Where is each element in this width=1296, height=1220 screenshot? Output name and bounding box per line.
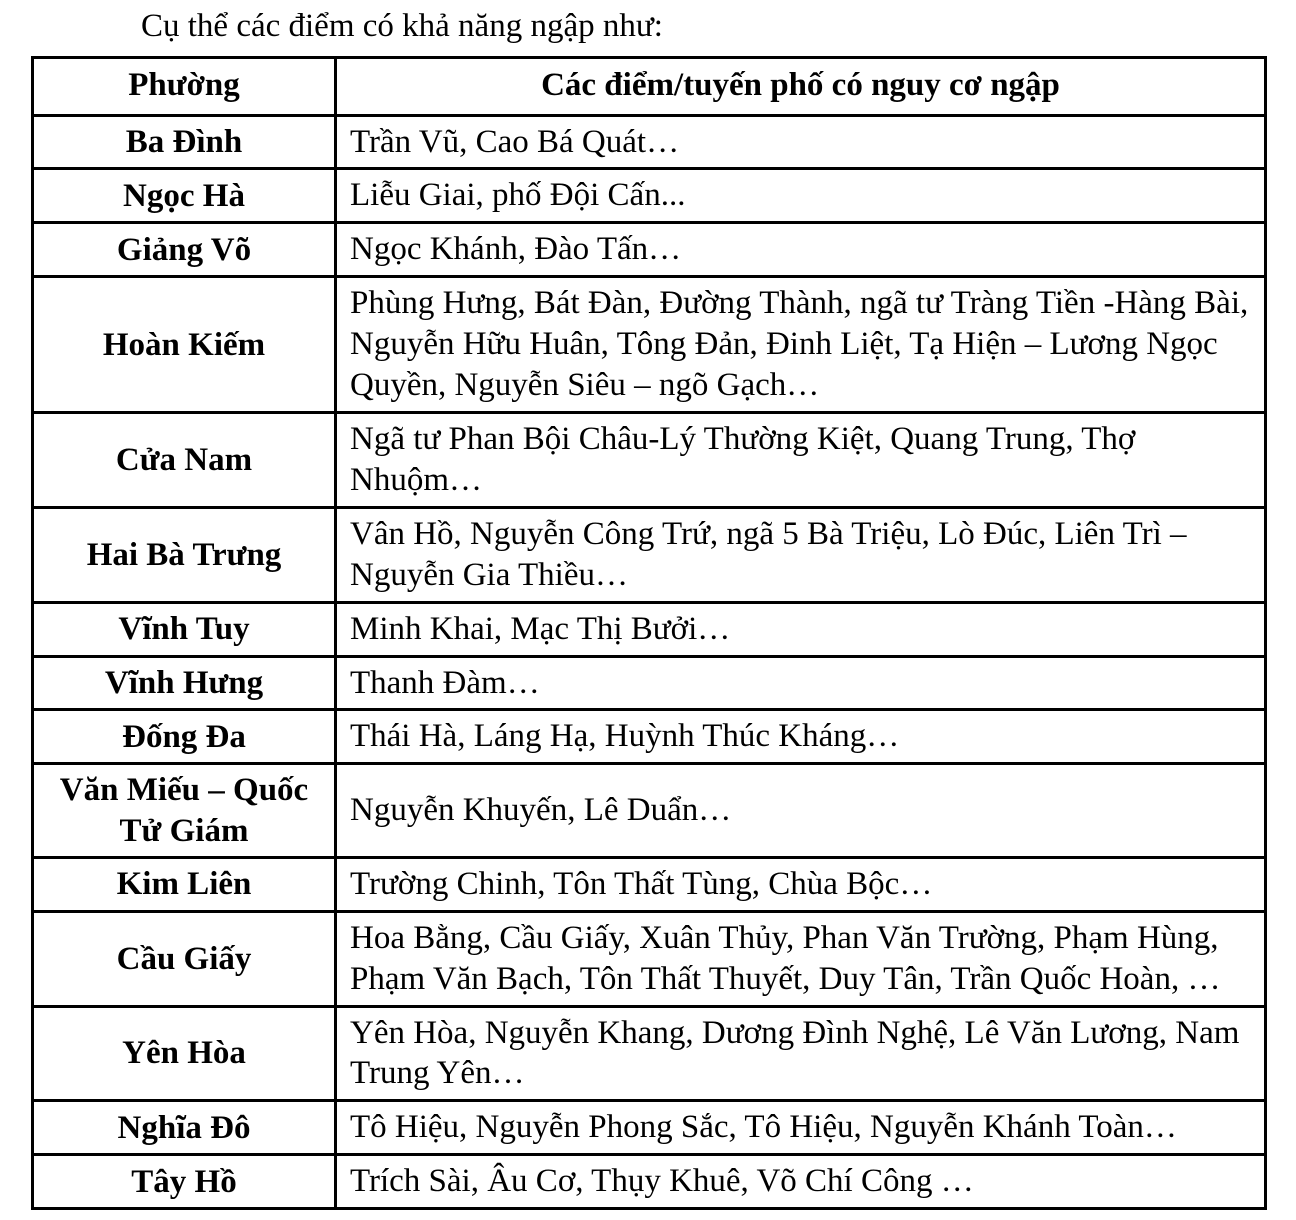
streets-cell: Thanh Đàm…: [336, 656, 1266, 710]
streets-cell: Ngọc Khánh, Đào Tấn…: [336, 223, 1266, 277]
table-row: [33, 507, 1266, 602]
ward-cell: Ba Đình: [33, 115, 336, 169]
streets-cell: Trích Sài, Âu Cơ, Thụy Khuê, Võ Chí Công …: [336, 1155, 1266, 1209]
ward-cell: Giảng Võ: [33, 223, 336, 277]
table-row: [33, 602, 1266, 656]
ward-cell: Nghĩa Đô: [33, 1101, 336, 1155]
table-row: [33, 857, 1266, 911]
intro-text: Cụ thể các điểm có khả năng ngập như:: [141, 8, 663, 44]
streets-cell: Phùng Hưng, Bát Đàn, Đường Thành, ngã tư Tràng Tiền -Hàng Bài, Nguyễn Hữu Huân, Tông Đản, Đinh Liệt, Tạ Hiện – Lương Ngọc Quyền, Nguyễn Siêu – ngõ Gạch…: [336, 277, 1266, 413]
ward-cell: Vĩnh Tuy: [33, 602, 336, 656]
streets-cell: Trần Vũ, Cao Bá Quát…: [336, 115, 1266, 169]
streets-cell: Vân Hồ, Nguyễn Công Trứ, ngã 5 Bà Triệu, Lò Đúc, Liên Trì – Nguyễn Gia Thiều…: [336, 507, 1266, 602]
ward-cell: Hoàn Kiếm: [33, 277, 336, 413]
table-row: [33, 412, 1266, 507]
header-ward: Phường: [33, 57, 336, 115]
table-row: [33, 115, 1266, 169]
flood-risk-table: [31, 56, 1267, 1211]
streets-cell: Thái Hà, Láng Hạ, Huỳnh Thúc Kháng…: [336, 710, 1266, 764]
ward-cell: Cầu Giấy: [33, 911, 336, 1006]
table-row: [33, 764, 1266, 858]
table-row: [33, 223, 1266, 277]
table-row: [33, 169, 1266, 223]
streets-cell: Minh Khai, Mạc Thị Bưởi…: [336, 602, 1266, 656]
ward-cell: Vĩnh Hưng: [33, 656, 336, 710]
streets-cell: Tô Hiệu, Nguyễn Phong Sắc, Tô Hiệu, Nguyễn Khánh Toàn…: [336, 1101, 1266, 1155]
ward-cell: Tây Hồ: [33, 1155, 336, 1209]
streets-cell: Yên Hòa, Nguyễn Khang, Dương Đình Nghệ, Lê Văn Lương, Nam Trung Yên…: [336, 1006, 1266, 1101]
streets-cell: Liễu Giai, phố Đội Cấn...: [336, 169, 1266, 223]
ward-cell: Cửa Nam: [33, 412, 336, 507]
ward-cell: Hai Bà Trưng: [33, 507, 336, 602]
ward-cell: Văn Miếu – Quốc Tử Giám: [33, 764, 336, 858]
table-row: [33, 1006, 1266, 1101]
table-row: [33, 710, 1266, 764]
table-row: [33, 1155, 1266, 1209]
table-row: [33, 911, 1266, 1006]
header-streets: Các điểm/tuyến phố có nguy cơ ngập: [336, 57, 1266, 115]
streets-cell: Hoa Bằng, Cầu Giấy, Xuân Thủy, Phan Văn Trường, Phạm Hùng, Phạm Văn Bạch, Tôn Thất Thuyết, Duy Tân, Trần Quốc Hoàn, …: [336, 911, 1266, 1006]
ward-cell: Đống Đa: [33, 710, 336, 764]
ward-cell: Ngọc Hà: [33, 169, 336, 223]
streets-cell: Ngã tư Phan Bội Châu-Lý Thường Kiệt, Quang Trung, Thợ Nhuộm…: [336, 412, 1266, 507]
table-row: [33, 277, 1266, 413]
table-row: [33, 656, 1266, 710]
ward-cell: Kim Liên: [33, 857, 336, 911]
streets-cell: Nguyễn Khuyến, Lê Duẩn…: [336, 764, 1266, 858]
table-row: [33, 1101, 1266, 1155]
table-header-row: [33, 57, 1266, 115]
streets-cell: Trường Chinh, Tôn Thất Tùng, Chùa Bộc…: [336, 857, 1266, 911]
ward-cell: Yên Hòa: [33, 1006, 336, 1101]
